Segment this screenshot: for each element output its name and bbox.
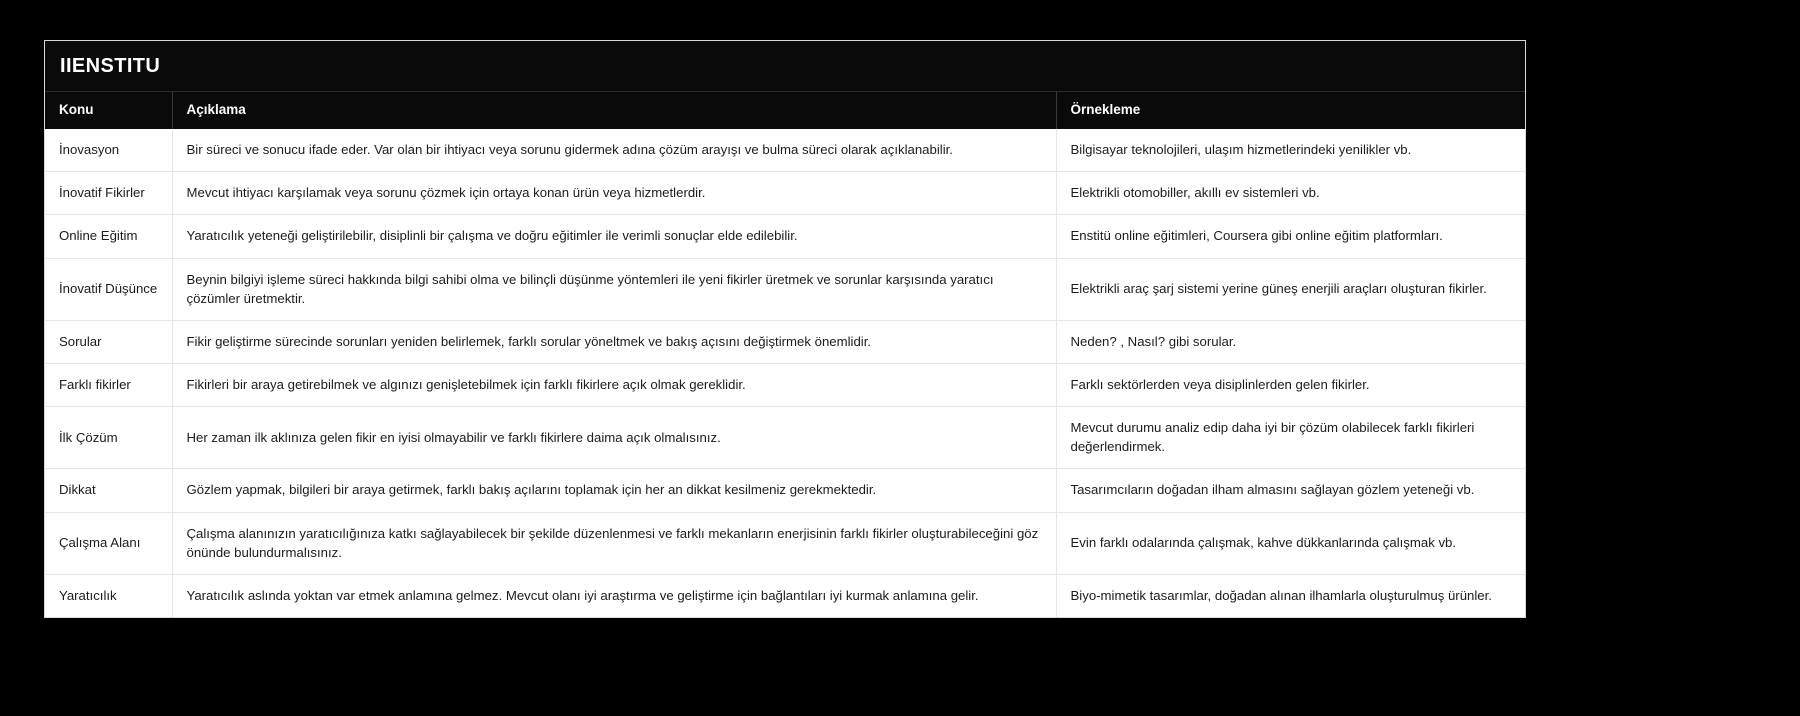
table-row — [45, 320, 1525, 363]
table-cell-konu: İnovasyon — [45, 129, 172, 172]
table-cell-konu: Online Eğitim — [45, 215, 172, 258]
table-cell-ornekleme: Evin farklı odalarında çalışmak, kahve dükkanlarında çalışmak vb. — [1056, 512, 1525, 574]
column-header-konu: Konu — [45, 92, 172, 129]
table-row — [45, 469, 1525, 512]
brand-header — [45, 41, 1525, 92]
column-header-ornekleme: Örnekleme — [1056, 92, 1525, 129]
table-row — [45, 512, 1525, 574]
table-cell-aciklama: Yaratıcılık aslında yoktan var etmek anlamına gelmez. Mevcut olanı iyi araştırma ve geliştirme için bağlantıları iyi kurmak anlamına gelir. — [172, 574, 1056, 617]
table-row — [45, 574, 1525, 617]
table-body — [45, 129, 1525, 617]
table-cell-ornekleme: Tasarımcıların doğadan ilham almasını sağlayan gözlem yeteneği vb. — [1056, 469, 1525, 512]
table-cell-konu: Farklı fikirler — [45, 364, 172, 407]
table-cell-aciklama: Yaratıcılık yeteneği geliştirilebilir, disiplinli bir çalışma ve doğru eğitimler ile verimli sonuçlar elde edilebilir. — [172, 215, 1056, 258]
table-header-row — [45, 92, 1525, 129]
table-row — [45, 364, 1525, 407]
table-cell-konu: Yaratıcılık — [45, 574, 172, 617]
table-cell-ornekleme: Neden? , Nasıl? gibi sorular. — [1056, 320, 1525, 363]
table-cell-aciklama: Beynin bilgiyi işleme süreci hakkında bilgi sahibi olma ve bilinçli düşünme yöntemleri ile yeni fikirler üretmek ve sorunlar karşısında yaratıcı çözümler üretmektir. — [172, 258, 1056, 320]
table-cell-ornekleme: Elektrikli otomobiller, akıllı ev sistemleri vb. — [1056, 172, 1525, 215]
table-cell-konu: İlk Çözüm — [45, 407, 172, 469]
table-cell-konu: Dikkat — [45, 469, 172, 512]
table-row — [45, 172, 1525, 215]
table-cell-ornekleme: Mevcut durumu analiz edip daha iyi bir çözüm olabilecek farklı fikirleri değerlendirmek. — [1056, 407, 1525, 469]
table-cell-ornekleme: Bilgisayar teknolojileri, ulaşım hizmetlerindeki yenilikler vb. — [1056, 129, 1525, 172]
table-cell-aciklama: Bir süreci ve sonucu ifade eder. Var olan bir ihtiyacı veya sorunu gidermek adına çözüm arayışı ve bulma süreci olarak açıklanabilir. — [172, 129, 1056, 172]
content-card — [44, 40, 1526, 618]
table-cell-konu: İnovatif Fikirler — [45, 172, 172, 215]
table-cell-konu: İnovatif Düşünce — [45, 258, 172, 320]
table-row — [45, 129, 1525, 172]
table-header — [45, 92, 1525, 129]
table-cell-aciklama: Gözlem yapmak, bilgileri bir araya getirmek, farklı bakış açılarını toplamak için her an dikkat kesilmeniz gerekmektedir. — [172, 469, 1056, 512]
table-cell-konu: Çalışma Alanı — [45, 512, 172, 574]
table-cell-aciklama: Fikirleri bir araya getirebilmek ve algınızı genişletebilmek için farklı fikirlere açık olmak gereklidir. — [172, 364, 1056, 407]
table-row — [45, 258, 1525, 320]
table-cell-ornekleme: Elektrikli araç şarj sistemi yerine güneş enerjili araçları oluşturan fikirler. — [1056, 258, 1525, 320]
table-cell-aciklama: Her zaman ilk aklınıza gelen fikir en iyisi olmayabilir ve farklı fikirlere daima açık olmalısınız. — [172, 407, 1056, 469]
table-cell-ornekleme: Farklı sektörlerden veya disiplinlerden gelen fikirler. — [1056, 364, 1525, 407]
table-cell-aciklama: Çalışma alanınızın yaratıcılığınıza katkı sağlayabilecek bir şekilde düzenlenmesi ve farklı mekanların enerjisinin farklı fikirler oluşturabileceğini göz önünde bulundurmalısınız. — [172, 512, 1056, 574]
table-cell-aciklama: Mevcut ihtiyacı karşılamak veya sorunu çözmek için ortaya konan ürün veya hizmetlerdir. — [172, 172, 1056, 215]
table-cell-ornekleme: Enstitü online eğitimleri, Coursera gibi online eğitim platformları. — [1056, 215, 1525, 258]
brand-logo: IIENSTITU — [60, 54, 161, 77]
table-cell-aciklama: Fikir geliştirme sürecinde sorunları yeniden belirlemek, farklı sorular yöneltmek ve bakış açısını değiştirmek önemlidir. — [172, 320, 1056, 363]
table-cell-ornekleme: Biyo-mimetik tasarımlar, doğadan alınan ilhamlarla oluşturulmuş ürünler. — [1056, 574, 1525, 617]
column-header-aciklama: Açıklama — [172, 92, 1056, 129]
table-row — [45, 215, 1525, 258]
table-cell-konu: Sorular — [45, 320, 172, 363]
table-row — [45, 407, 1525, 469]
info-table — [45, 92, 1525, 617]
